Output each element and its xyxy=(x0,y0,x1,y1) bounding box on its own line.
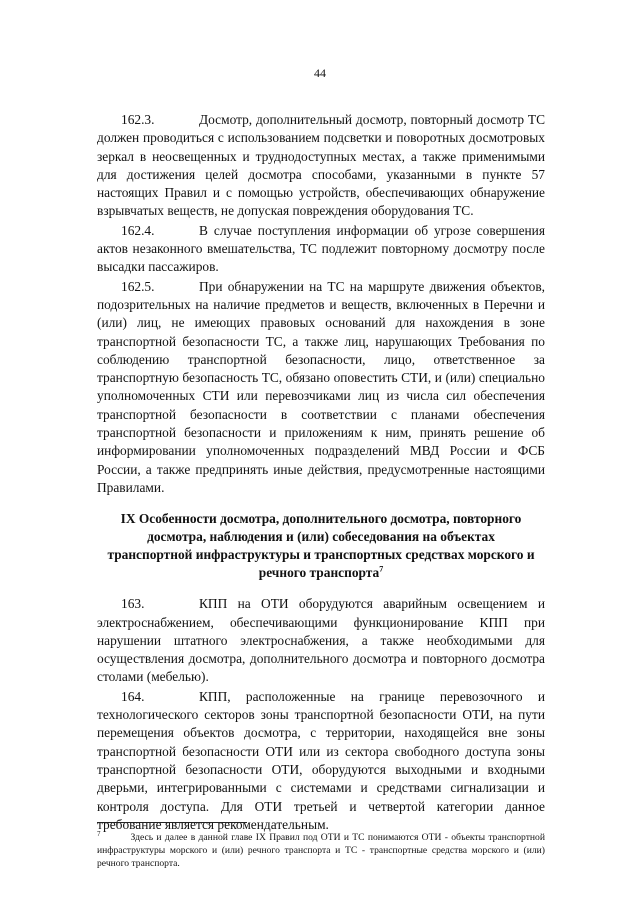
paragraph-164 xyxy=(97,688,545,834)
clause-text: Досмотр, дополнительный досмотр, повторный досмотр ТС должен проводиться с использованием подсветки и поворотных досмотровых зеркал в неосвещенных и труднодоступных местах, а также применимыми для достижения целей досмотра способами, указанными в пункте 57 настоящих Правил и с помощью устройств, обеспечивающих обнаружение взрывчатых веществ, не допуская повреждения оборудования ТС. xyxy=(97,112,545,219)
clause-number: 162.5. xyxy=(121,278,155,294)
clause-text: При обнаружении на ТС на маршруте движения объектов, подозрительных на наличие предметов и веществ, включенных в Перечни и (или) лиц, не имеющих правовых оснований для нахождения в зоне транспортной безопасности ТС, а также лиц, нарушающих Требования по соблюдению транспортной безопасности, лицо, ответственное за транспортную безопасность ТС, обязано оповестить СТИ, и (или) специально уполномоченных СТИ или перевозчиками лиц из числа сил обеспечения транспортной безопасности в соответствии с планами обеспечения транспортной безопасности и приложениям к ним, принять решение об информировании уполномоченных подразделений МВД России и ФСБ России, а также предпринять иные действия, предусмотренные настоящими Правилами. xyxy=(97,278,545,495)
clause-text: В случае поступления информации об угрозе совершения актов незаконного вмешательства, ТС подлежит повторному досмотру после высадки пассажиров. xyxy=(97,222,545,275)
section-heading xyxy=(107,510,535,582)
footnote-mark: 7 xyxy=(97,830,101,838)
footnote-text: Здесь и далее в данной главе IX Правил под ОТИ и ТС понимаются ОТИ - объекты транспортной инфраструктуры морского и (или) речного транспорта и ТС - транспортные средства морского и (или) речного транспорта. xyxy=(97,832,545,870)
clause-number: 163. xyxy=(121,596,145,612)
clause-text: КПП на ОТИ оборудуются аварийным освещением и электроснабжением, обеспечивающими функционирование КПП при нарушении штатного электроснабжения, а также необходимыми для осуществления досмотра, дополнительного досмотра и повторного досмотра столами (мебелью). xyxy=(97,596,545,685)
footnote-reference: 7 xyxy=(379,564,384,574)
clause-number: 164. xyxy=(121,688,145,704)
document-body xyxy=(97,111,545,835)
clause-text: КПП, расположенные на границе перевозочного и технологического секторов зоны транспортной безопасности ОТИ, на пути перемещения объектов досмотра, с территории, находящейся вне зоны транспортной безопасности ОТИ или из сектора свободного доступа зоны транспортной безопасности ОТИ, оборудуются выходными и входными дверьми, интегрированными с системами и средствами сигнализации и контроля доступа. Для ОТИ третьей и четвертой категории данное требование является рекомендательным. xyxy=(97,688,545,832)
paragraph-162-5 xyxy=(97,278,545,498)
footnote xyxy=(97,828,545,870)
clause-number: 162.4. xyxy=(121,222,155,238)
paragraph-163 xyxy=(97,595,545,686)
footnote-separator xyxy=(97,822,247,823)
section-heading-text: IX Особенности досмотра, дополнительного досмотра, повторного досмотра, наблюдения и (или) собеседования на объектах транспортной инфраструктуры и транспортных средствах морского и речного транспорта xyxy=(107,511,535,581)
paragraph-162-3 xyxy=(97,111,545,221)
page-number: 44 xyxy=(314,66,326,80)
clause-number: 162.3. xyxy=(121,112,155,127)
paragraph-162-4 xyxy=(97,222,545,277)
